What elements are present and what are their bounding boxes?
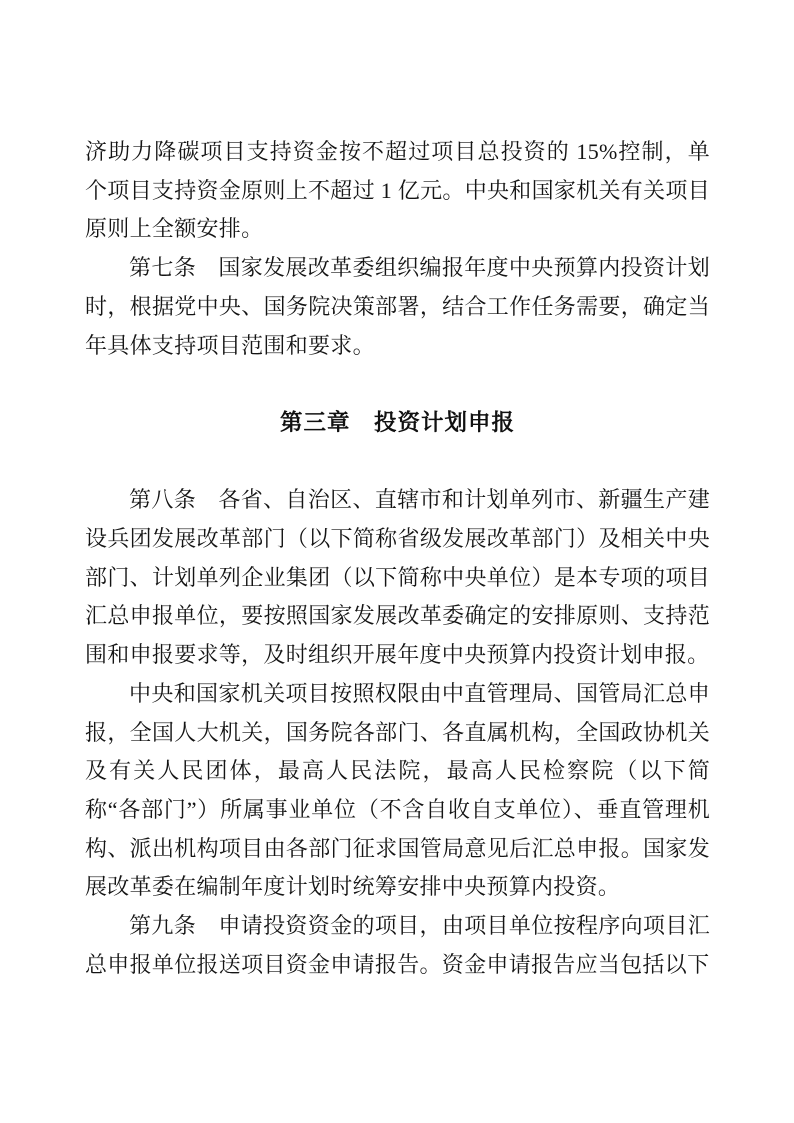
paragraph-article-8: 第八条 各省、自治区、直辖市和计划单列市、新疆生产建设兵团发展改革部门（以下简称省级发展改革部门）及相关中央部门、计划单列企业集团（以下简称中央单位）是本专项的项目汇总申报单位，要按照国家发展改革委确定的安排原则、支持范围和申报要求等，及时组织开展年度中央预算内投资计划申报。 xyxy=(85,487,710,668)
paragraph-article-9: 第九条 申请投资资金的项目，由项目单位按程序向项目汇总申报单位报送项目资金申请报告。资金申请报告应当包括以下 xyxy=(85,913,710,977)
paragraph-central-organs: 中央和国家机关项目按照权限由中直管理局、国管局汇总申报，全国人大机关，国务院各部门、各直属机构，全国政协机关及有关人民团体，最高人民法院，最高人民检察院（以下简称“各部门”）所属事业单位（不含自收自支单位）、垂直管理机构、派出机构项目由各部门征求国管局意见后汇总申报。国家发展改革委在编制年度计划时统筹安排中央预算内投资。 xyxy=(85,680,710,900)
paragraph-article-7: 第七条 国家发展改革委组织编报年度中央预算内投资计划时，根据党中央、国务院决策部署，结合工作任务需要，确定当年具体支持项目范围和要求。 xyxy=(85,255,710,358)
paragraph-continuation: 济助力降碳项目支持资金按不超过项目总投资的 15%控制，单个项目支持资金原则上不超过 1 亿元。中央和国家机关有关项目原则上全额安排。 xyxy=(85,139,711,242)
chapter-heading: 第三章 投资计划申报 xyxy=(279,409,515,435)
